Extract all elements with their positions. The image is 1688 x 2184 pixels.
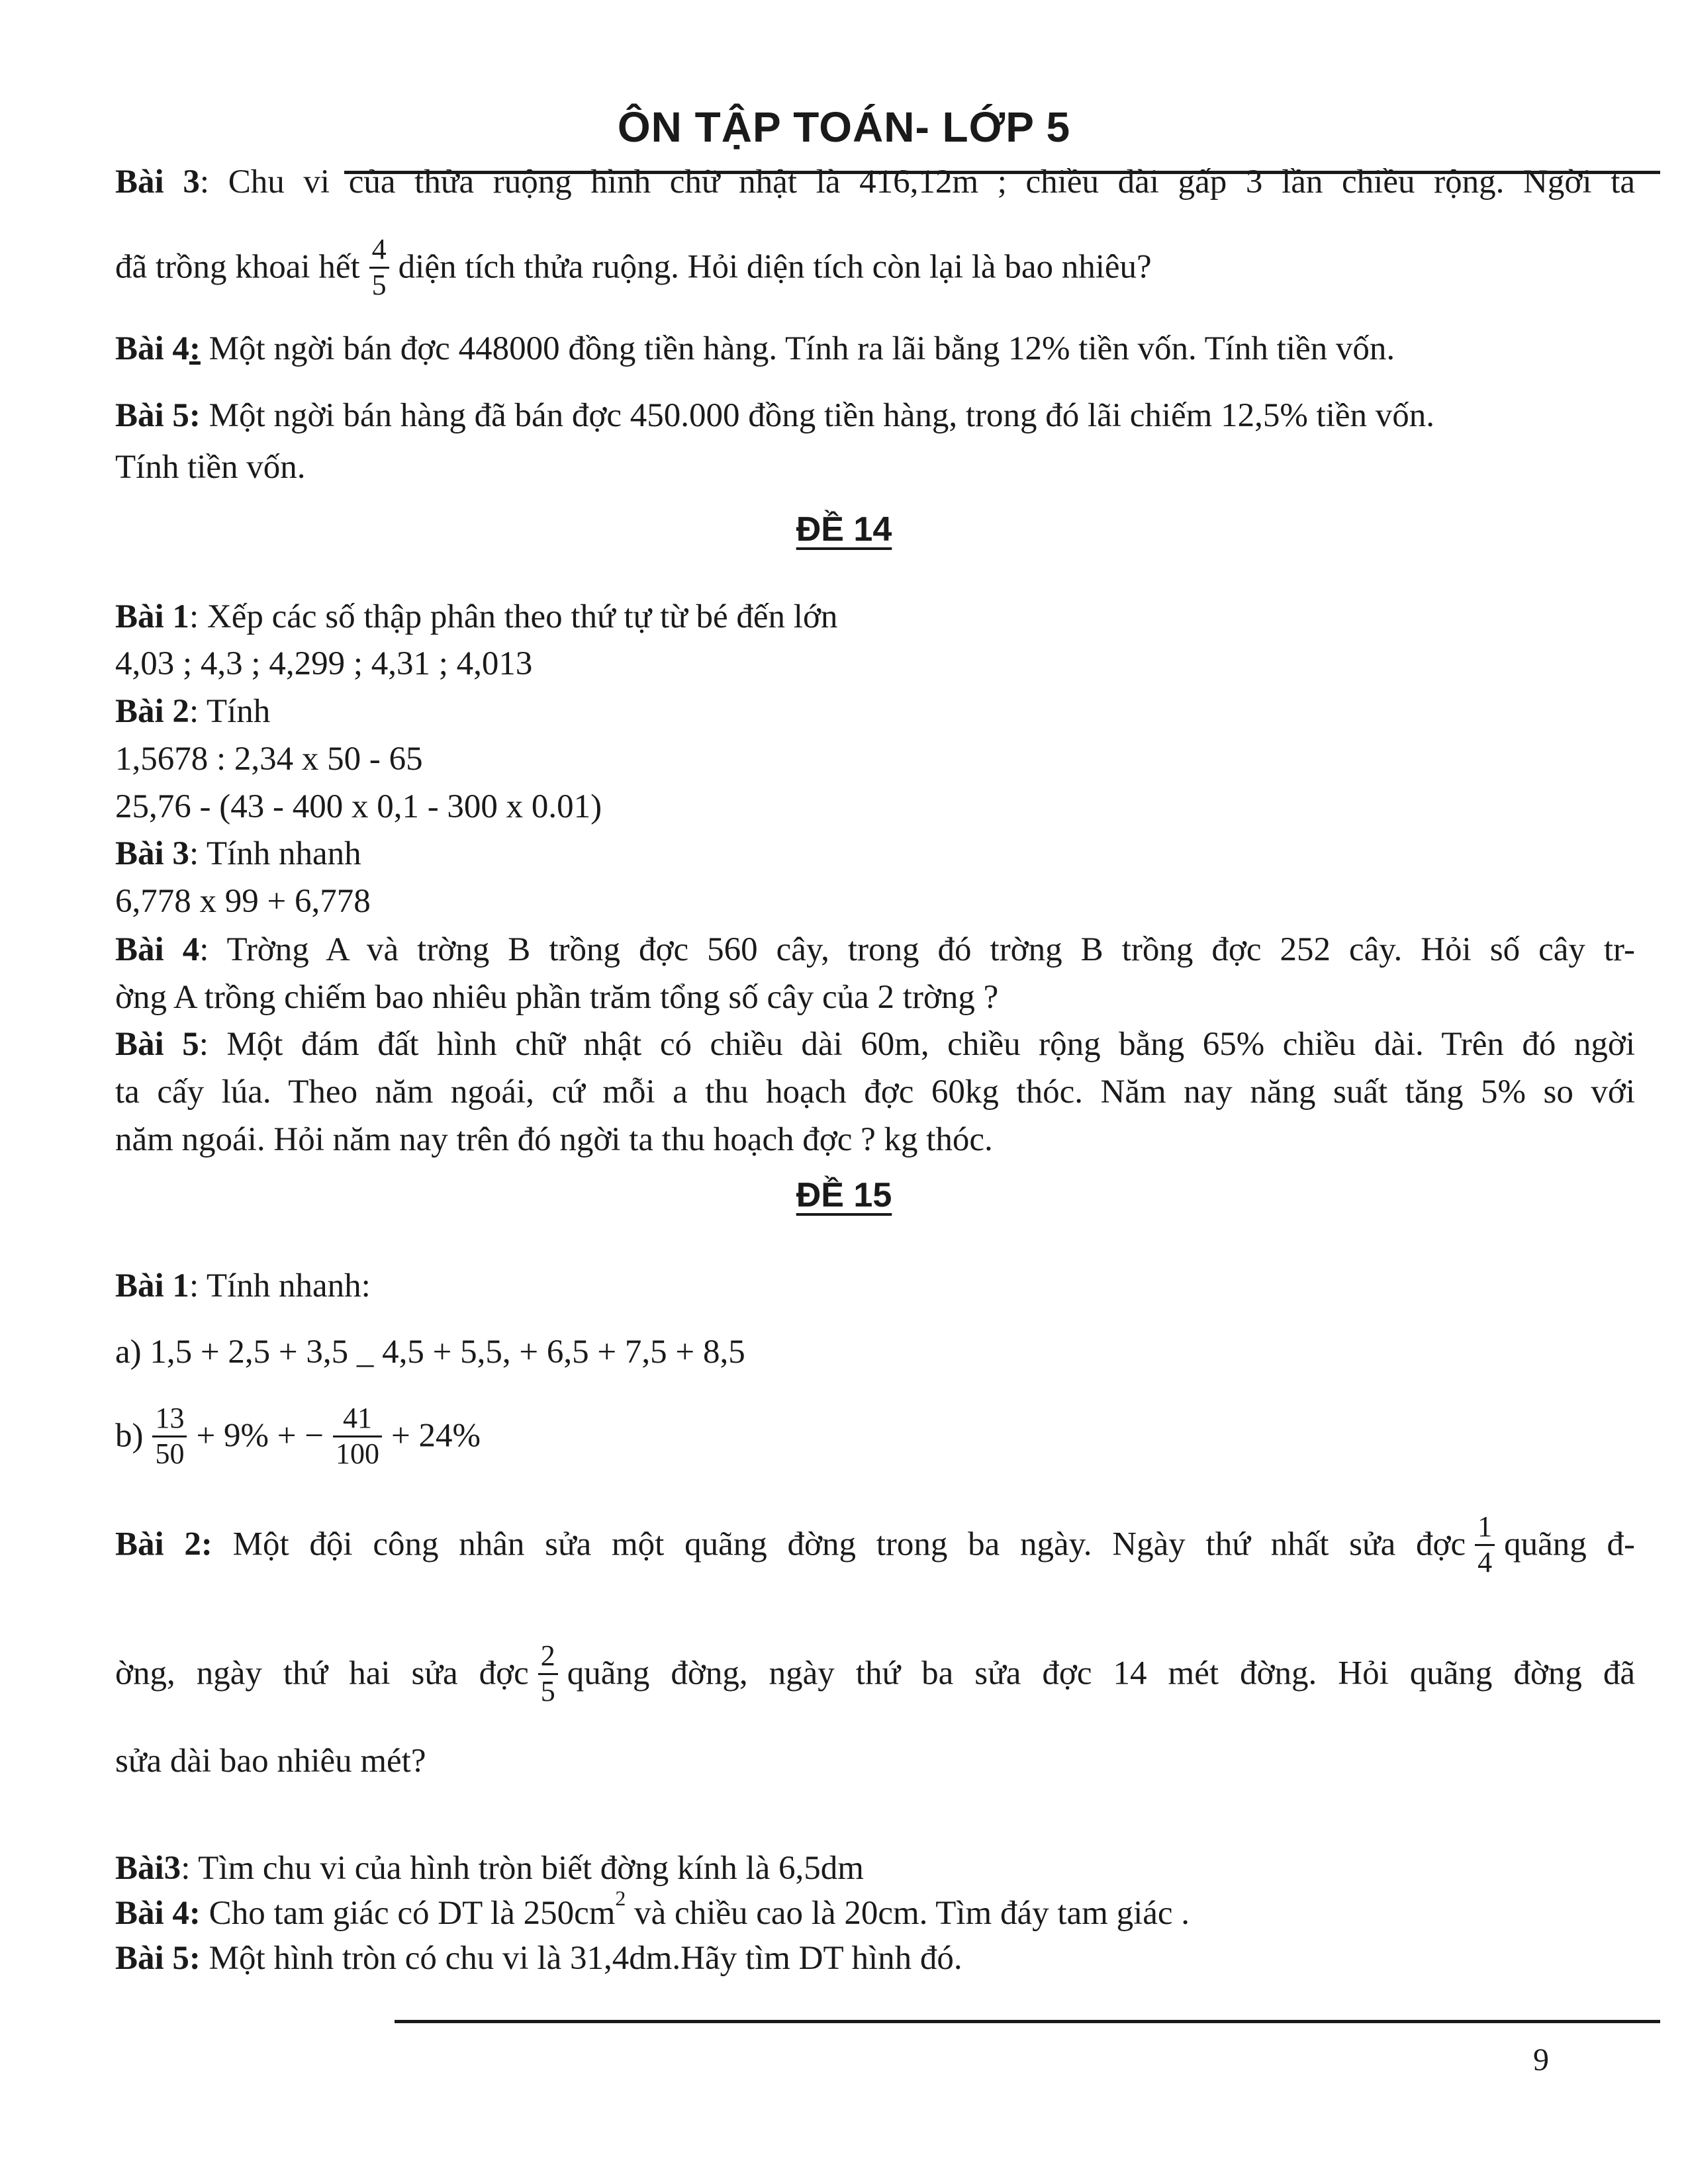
de14-bai5-line2: ta cấy lúa. Theo năm ngoái, cứ mỗi a thu hoạch đợc 60kg thóc. Năm nay năng suất tăng 5% so với [115, 1073, 1635, 1111]
de14-bai4-line1: Bài 4: Trờng A và trờng B trồng đợc 560 cây, trong đó trờng B trồng đợc 252 cây. Hỏi số cây tr- [115, 931, 1635, 968]
fraction-4-5: $\frac{4}{5}$ [369, 233, 389, 302]
de15-bai1-b: b) $\frac{13}{50}$ + 9% + − $\frac{41}{100}$ + 24% [115, 1402, 481, 1470]
fraction-13-50: $\frac{13}{50}$ [152, 1402, 187, 1471]
de15-bai1-line: Bài 1: Tính nhanh: [115, 1267, 371, 1304]
footer-rule [395, 2020, 1660, 2023]
de14-bai3-expr: 6,778 x 99 + 6,778 [115, 883, 371, 920]
de14-bai3-line: Bài 3: Tính nhanh [115, 835, 361, 872]
section-title-de15: ĐỀ 15 [796, 1176, 892, 1214]
prev-bai5-line2: Tính tiền vốn. [115, 449, 306, 486]
de15-bai2-line2: ờng, ngày thứ hai sửa đợc $\frac{2}{5}$ quãng đờng, ngày thứ ba sửa đợc 14 mét đờng. Hỏi quãng đờng đã [115, 1639, 1636, 1707]
de14-bai1-numbers: 4,03 ; 4,3 ; 4,299 ; 4,31 ; 4,013 [115, 645, 533, 682]
fraction-2-5: $\frac{2}{5}$ [538, 1639, 558, 1708]
prev-bai3-line2: đã trồng khoai hết $\frac{4}{5}$ diện tích thửa ruộng. Hỏi diện tích còn lại là bao nhiêu? [115, 233, 1152, 301]
de14-bai5-line1: Bài 5: Một đám đất hình chữ nhật có chiều dài 60m, chiều rộng bằng 65% chiều dài. Trên đó ngời [115, 1026, 1636, 1063]
de15-bai1-a: a) 1,5 + 2,5 + 3,5 _ 4,5 + 5,5, + 6,5 + 7,5 + 8,5 [115, 1334, 745, 1371]
de14-bai5-line3: năm ngoái. Hỏi năm nay trên đó ngời ta thu hoạch đợc ? kg thóc. [115, 1121, 993, 1158]
prev-bai5-line1: Bài 5: Một ngời bán hàng đã bán đợc 450.000 đồng tiền hàng, trong đó lãi chiếm 12,5% tiền vốn. [115, 397, 1435, 434]
prev-bai3-line1: Bài 3: Chu vi của thửa ruộng hình chữ nhật là 416,12m ; chiều dài gấp 3 lần chiều rộng. Ngời ta [115, 163, 1635, 201]
de15-bai4-line: Bài 4: Cho tam giác có DT là $250cm^2$ và chiều cao là 20cm. Tìm đáy tam giác . [115, 1886, 1190, 1932]
page-number: 9 [1533, 2042, 1549, 2077]
de15-bai2-line1: Bài 2: Một đội công nhân sửa một quãng đờng trong ba ngày. Ngày thứ nhất sửa đợc $\frac{1}{4}$ quãng đ- [115, 1510, 1635, 1578]
page-header-title: ÔN TẬP TOÁN- LỚP 5 [617, 103, 1071, 151]
de15-bai5-line: Bài 5: Một hình tròn có chu vi là 31,4dm.Hãy tìm DT hình đó. [115, 1940, 962, 1977]
de15-bai2-line3: sửa dài bao nhiêu mét? [115, 1743, 426, 1780]
fraction-41-100: $\frac{41}{100}$ [333, 1402, 382, 1471]
de15-bai3-line: Bài3: Tìm chu vi của hình tròn biết đờng kính là 6,5dm [115, 1850, 864, 1887]
de14-bai2-expr2: 25,76 - (43 - 400 x 0,1 - 300 x 0.01) [115, 788, 602, 825]
de14-bai1-line: Bài 1: Xếp các số thập phân theo thứ tự từ bé đến lớn [115, 598, 838, 635]
de14-bai2-line: Bài 2: Tính [115, 693, 271, 730]
section-title-de14: ĐỀ 14 [796, 510, 892, 549]
prev-bai3-label: Bài 3 [115, 163, 200, 201]
fraction-1-4: $\frac{1}{4}$ [1475, 1510, 1495, 1579]
de14-bai2-expr1: 1,5678 : 2,34 x 50 - 65 [115, 741, 423, 778]
prev-bai4-line: Bài 4: Một ngời bán đợc 448000 đồng tiền hàng. Tính ra lãi bằng 12% tiền vốn. Tính tiền vốn. [115, 330, 1395, 367]
de14-bai4-line2: ờng A trồng chiếm bao nhiêu phần trăm tổng số cây của 2 trờng ? [115, 979, 999, 1016]
